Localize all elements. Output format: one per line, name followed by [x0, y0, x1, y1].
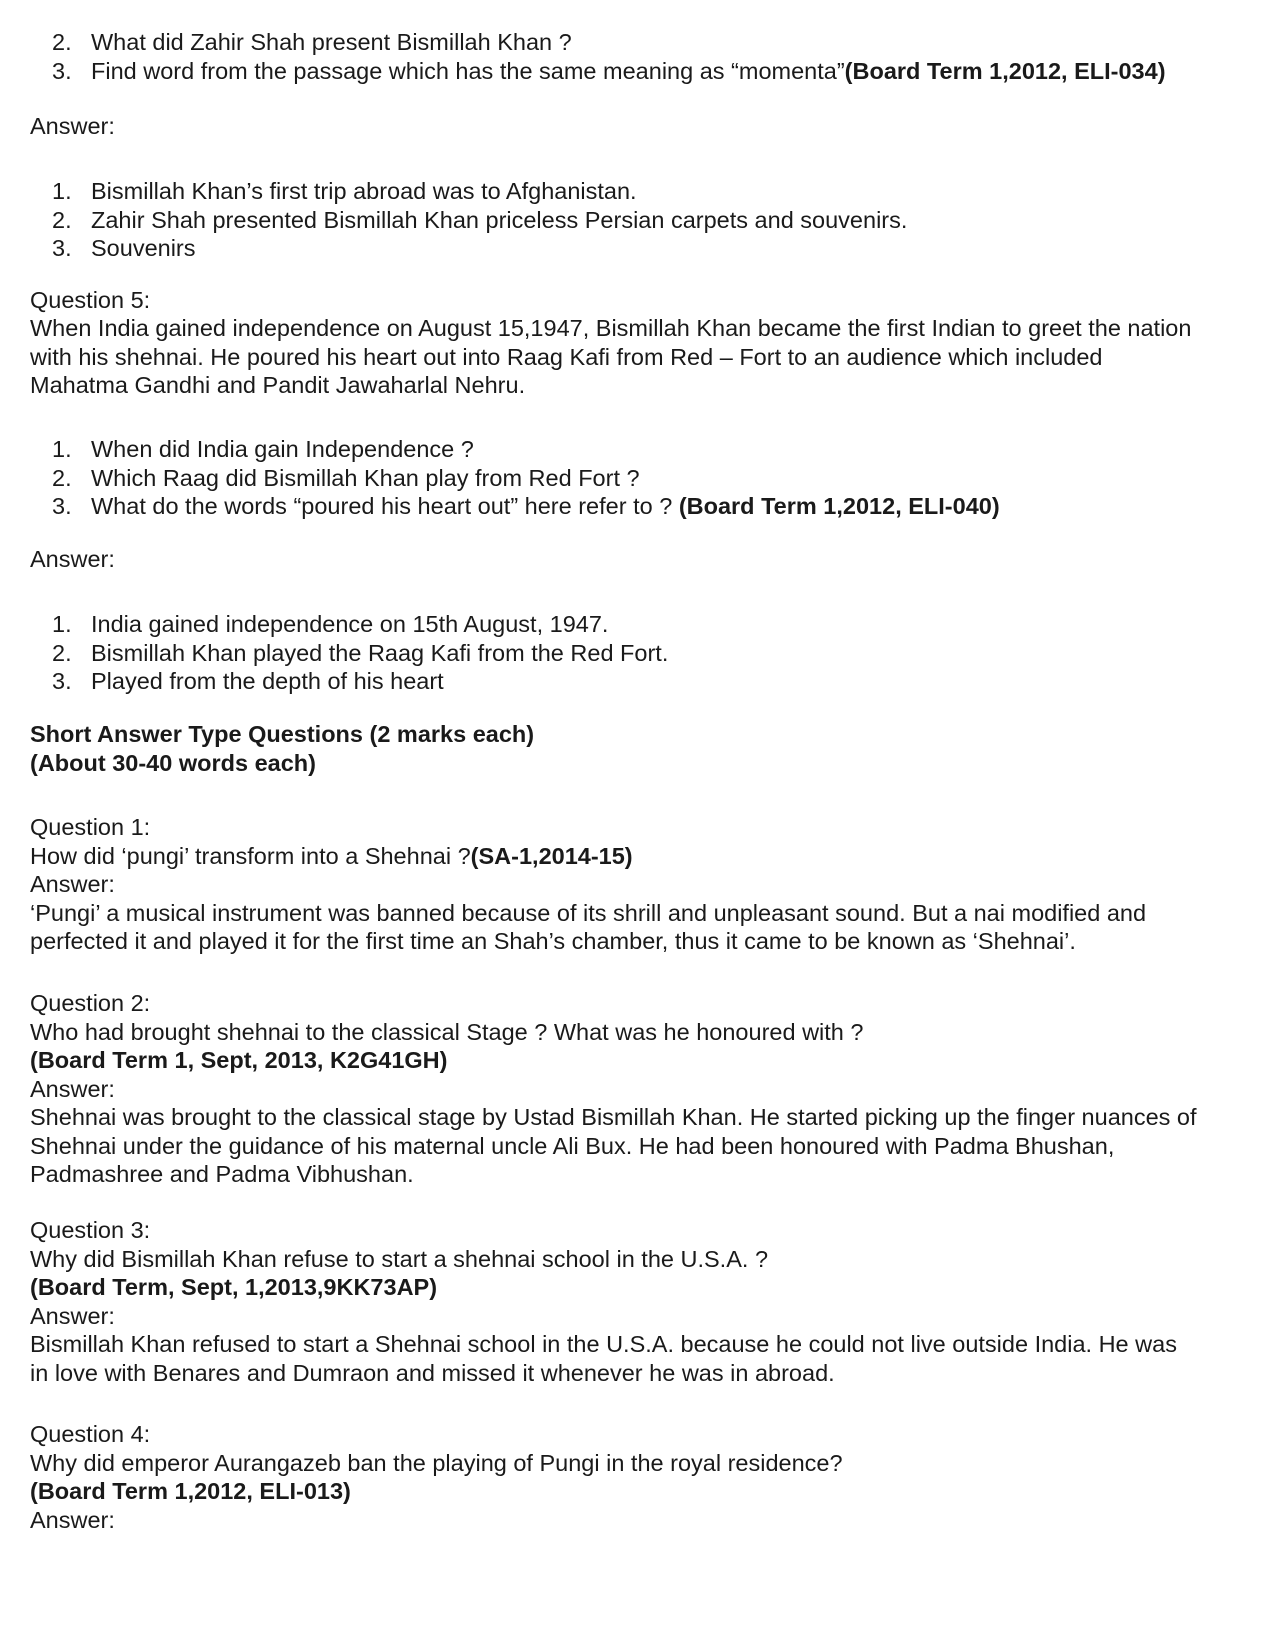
answer-line: Padmashree and Padma Vibhushan.: [30, 1161, 414, 1187]
question-label: Question 2:: [30, 990, 151, 1016]
question-text: How did ‘pungi’ transform into a Shehnai ?(SA-1,2014-15): [30, 842, 633, 869]
question-block: [30, 989, 1265, 1189]
list-item: 1. Bismillah Khan’s first trip abroad was to Afghanistan.: [52, 178, 637, 204]
answer-line: Shehnai under the guidance of his maternal uncle Ali Bux. He had been honoured with Padma Bhushan,: [30, 1132, 1115, 1159]
answer-label: Answer:: [30, 871, 115, 897]
answer-line: Bismillah Khan refused to start a Shehnai school in the U.S.A. because he could not live outside India. He was: [30, 1331, 1177, 1357]
question-label: Question 4:: [30, 1421, 151, 1447]
board-reference: (Board Term, Sept, 1,2013,9KK73AP): [30, 1274, 438, 1300]
question-list: [30, 435, 1265, 521]
board-reference: (Board Term 1, Sept, 2013, K2G41GH): [30, 1047, 448, 1073]
answer-list: [30, 177, 1265, 263]
board-reference: (Board Term 1,2012, ELI-034): [844, 57, 1166, 84]
list-item: 1. India gained independence on 15th August, 1947.: [52, 611, 609, 637]
top-question-list: [30, 28, 1265, 85]
list-item: 2. Bismillah Khan played the Raag Kafi from the Red Fort.: [52, 639, 669, 666]
list-item: 3. Souvenirs: [52, 235, 196, 261]
passage-line: When India gained independence on August 15,1947, Bismillah Khan became the first Indian to greet the nation: [30, 315, 1192, 341]
passage: [30, 314, 1265, 400]
question-label: Question 1:: [30, 814, 151, 840]
question-block: [30, 1216, 1265, 1387]
answer-line: in love with Benares and Dumraon and missed it whenever he was in abroad.: [30, 1359, 835, 1386]
list-item: 2. Which Raag did Bismillah Khan play from Red Fort ?: [52, 464, 640, 491]
list-item: 3. What do the words “poured his heart out” here refer to ? (Board Term 1,2012, ELI-040): [52, 493, 1000, 519]
question-text: Why did Bismillah Khan refuse to start a shehnai school in the U.S.A. ?: [30, 1245, 769, 1272]
passage-line: with his shehnai. He poured his heart out into Raag Kafi from Red – Fort to an audience which included: [30, 343, 1103, 370]
question-block: [30, 1420, 1265, 1534]
question-label: Question 5:: [30, 287, 151, 313]
section-heading: [30, 720, 1265, 777]
list-item: 3. Played from the depth of his heart: [52, 668, 444, 694]
answer-line: perfected it and played it for the first time an Shah’s chamber, thus it came to be known as ‘Shehnai’.: [30, 928, 1076, 954]
answer-label: Answer:: [30, 546, 115, 572]
question-block: [30, 813, 1265, 956]
list-item: 3. Find word from the passage which has the same meaning as “momenta”(Board Term 1,2012, ELI-034): [52, 57, 1166, 84]
question-label: Question 3:: [30, 1217, 151, 1243]
answer-label: Answer:: [30, 1506, 115, 1533]
question-text: Why did emperor Aurangazeb ban the playing of Pungi in the royal residence?: [30, 1449, 843, 1476]
passage-line: Mahatma Gandhi and Pandit Jawaharlal Nehru.: [30, 372, 526, 398]
answer-label: Answer:: [30, 1302, 115, 1329]
list-item: 2. Zahir Shah presented Bismillah Khan priceless Persian carpets and souvenirs.: [52, 206, 908, 233]
answer-list: [30, 610, 1265, 696]
question-text: Who had brought shehnai to the classical Stage ? What was he honoured with ?: [30, 1018, 864, 1045]
section-subtitle: (About 30-40 words each): [30, 749, 316, 776]
section-title: Short Answer Type Questions (2 marks each): [30, 721, 535, 747]
answer-label: Answer:: [30, 113, 115, 139]
answer-label: Answer:: [30, 1075, 115, 1102]
answer-line: Shehnai was brought to the classical stage by Ustad Bismillah Khan. He started picking up the finger nuances of: [30, 1104, 1197, 1130]
board-reference: (SA-1,2014-15): [470, 842, 633, 869]
list-item: 1. When did India gain Independence ?: [52, 436, 474, 462]
answer-line: ‘Pungi’ a musical instrument was banned because of its shrill and unpleasant sound. But a nai modified and: [30, 899, 1147, 926]
list-item: 2. What did Zahir Shah present Bismillah Khan ?: [52, 29, 572, 55]
board-reference: (Board Term 1,2012, ELI-013): [30, 1478, 351, 1504]
board-reference: (Board Term 1,2012, ELI-040): [678, 493, 1000, 519]
